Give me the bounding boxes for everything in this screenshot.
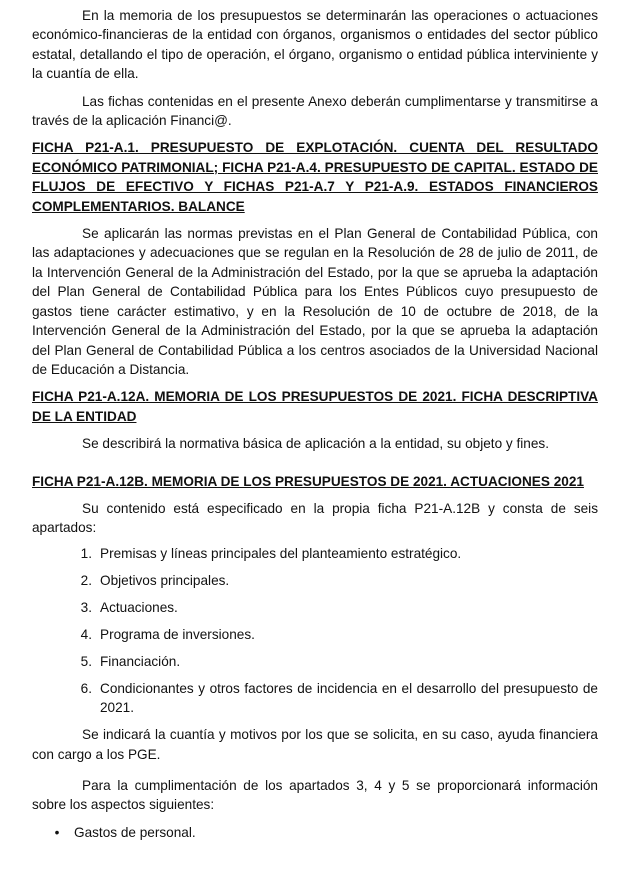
heading-ficha-a1: FICHA P21-A.1. PRESUPUESTO DE EXPLOTACIÓN. CUENTA DEL RESULTADO ECONÓMICO PATRIMONIAL; FICHA P21-A.4. PRESUPUESTO DE CAPITAL. ESTADO DE FLUJOS DE EFECTIVO Y FICHAS P21-A.7 Y P21-A.9. ESTADOS FINANCIEROS COMPLEMENTARIOS. BALANCE (32, 140, 598, 214)
list-item (32, 544, 598, 563)
list-item-number: 5. (80, 653, 92, 669)
list-item-text: Objetivos principales. (100, 572, 230, 588)
paragraph-fichas-financia: Las fichas contenidas en el presente Anexo deberán cumplimentarse y transmitirse a través de la aplicación Financi@. (32, 93, 598, 129)
paragraph-memoria-operaciones: En la memoria de los presupuestos se determinarán las operaciones o actuaciones económico-financieras de la entidad con órganos, organismos o entidades del sector público estatal, detallando el tipo de operación, el órgano, organismo o entidad pública interviniente y la cuantía de ella. (32, 8, 598, 82)
bullet-icon: • (54, 824, 60, 840)
list-item (32, 625, 598, 644)
list-item (32, 571, 598, 590)
paragraph-ayuda-financiera: Se indicará la cuantía y motivos por los que se solicita, en su caso, ayuda financiera con cargo a los PGE. (32, 727, 598, 762)
list-item-number: 2. (80, 572, 92, 588)
bullet-list-aspectos (32, 823, 598, 842)
paragraph-normas-contabilidad: Se aplicarán las normas previstas en el Plan General de Contabilidad Pública, con las adaptaciones y adecuaciones que se regulan en la Resolución de 28 de julio de 2011, de la Intervención General de la Administración del Estado, por la que se aprueba la adaptación del Plan General de Contabilidad Pública para los Entes Públicos cuyo presupuesto de gastos tiene carácter estimativo, y en la Resolución de 10 de octubre de 2018, de la Intervención General de la Administración del Estado, por la que se aprueba la adaptación del Plan General de Contabilidad Pública a los centros asociados de la Universidad Nacional de Educación a Distancia. (32, 226, 598, 377)
heading-ficha-a12b: FICHA P21-A.12B. MEMORIA DE LOS PRESUPUESTOS DE 2021. ACTUACIONES 2021 (32, 473, 584, 489)
list-item-text: Condicionantes y otros factores de incidencia en el desarrollo del presupuesto de 2021. (100, 680, 598, 716)
list-item (32, 679, 598, 718)
paragraph-cumplimentacion: Para la cumplimentación de los apartados 3, 4 y 5 se proporcionará información sobre los aspectos siguientes: (32, 777, 598, 813)
heading-ficha-a12a: FICHA P21-A.12A. MEMORIA DE LOS PRESUPUESTOS DE 2021. FICHA DESCRIPTIVA DE LA ENTIDAD (32, 389, 598, 424)
list-item-text: Financiación. (100, 653, 181, 669)
numbered-list-apartados (32, 544, 598, 718)
list-item-number: 1. (80, 545, 92, 561)
list-item (32, 598, 598, 617)
list-item-text: Actuaciones. (100, 599, 178, 615)
list-item-number: 3. (80, 599, 92, 615)
paragraph-normativa-basica: Se describirá la normativa básica de aplicación a la entidad, su objeto y fines. (82, 436, 549, 452)
list-item-number: 6. (80, 680, 92, 696)
list-item-text: Programa de inversiones. (100, 626, 255, 642)
list-item-text: Premisas y líneas principales del planteamiento estratégico. (100, 545, 462, 561)
list-item-number: 4. (80, 626, 92, 642)
list-item-text: Gastos de personal. (74, 824, 196, 840)
list-item (32, 652, 598, 671)
list-item (32, 823, 598, 842)
paragraph-contenido-apartados: Su contenido está especificado en la propia ficha P21-A.12B y consta de seis apartados: (32, 500, 598, 536)
